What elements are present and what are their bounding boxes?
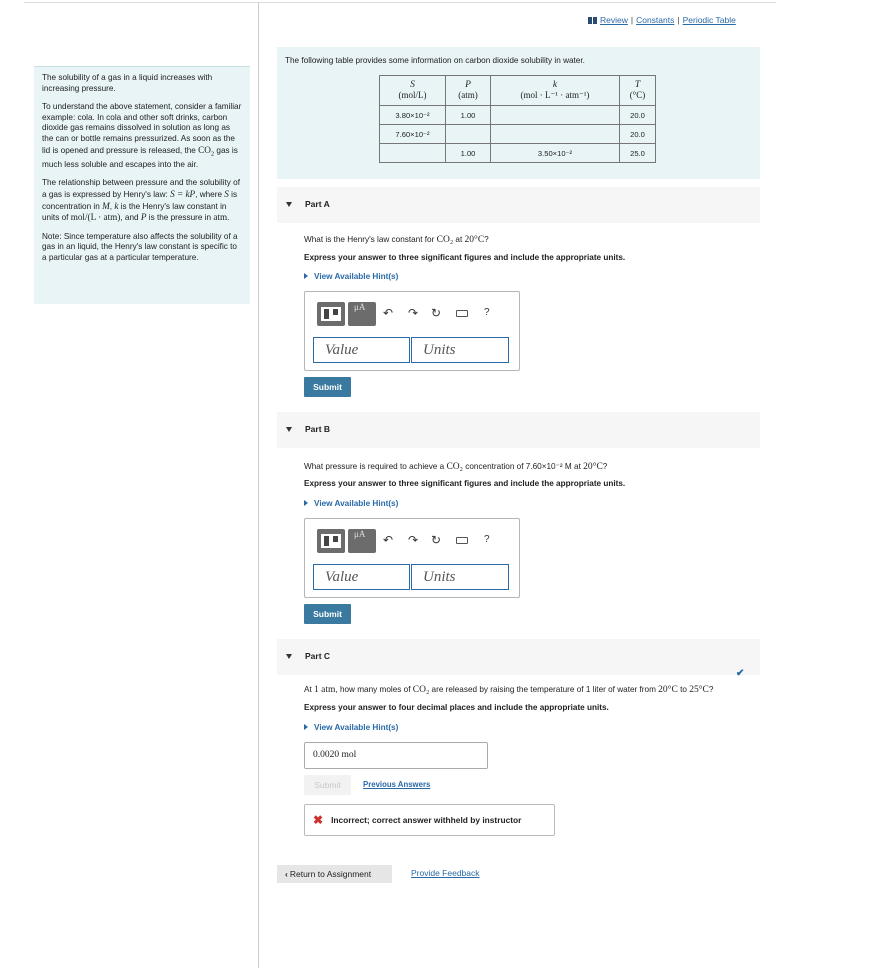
formula: CO₂ bbox=[446, 462, 463, 472]
keyboard-icon[interactable] bbox=[456, 537, 468, 544]
temperature: 20°C bbox=[583, 462, 603, 472]
text: , and bbox=[120, 213, 141, 223]
table-header-row bbox=[380, 76, 656, 106]
text: is the Henry's law constant in units of bbox=[42, 201, 227, 223]
text: ? bbox=[602, 462, 608, 471]
text: at bbox=[453, 235, 465, 244]
part-a-instruction: Express your answer to three significant figures and include the appropriate units. bbox=[304, 253, 626, 262]
collapse-triangle-icon[interactable] bbox=[286, 654, 292, 659]
temperature: 20°C bbox=[658, 685, 678, 695]
formula: CO₂ bbox=[436, 235, 454, 245]
review-link[interactable]: Review bbox=[600, 15, 628, 25]
part-a-answer-editor bbox=[304, 291, 520, 371]
text: , bbox=[109, 201, 115, 211]
text: What is the Henry's law constant for bbox=[304, 235, 437, 244]
feedback-text: Incorrect; correct answer withheld by instructor bbox=[331, 815, 522, 825]
hint-label: View Available Hint(s) bbox=[314, 499, 399, 508]
templates-button[interactable] bbox=[317, 529, 345, 553]
expand-arrow-icon bbox=[304, 273, 308, 279]
sidebar-paragraph-3 bbox=[42, 178, 242, 223]
mu-glyph: μA bbox=[354, 302, 366, 312]
cell: 3.50×10⁻² bbox=[491, 144, 620, 163]
text: is the pressure in bbox=[146, 213, 214, 223]
units-input[interactable]: Units bbox=[411, 337, 509, 363]
header-k bbox=[491, 76, 620, 106]
chevron-left-icon: ‹ bbox=[285, 869, 288, 879]
text: at bbox=[571, 462, 584, 471]
cell bbox=[491, 125, 620, 144]
cell: 25.0 bbox=[620, 144, 656, 163]
sidebar-paragraph-1: The solubility of a gas in a liquid increases with increasing pressure. bbox=[42, 73, 213, 93]
text: gas is much less soluble and escapes into the air. bbox=[42, 145, 238, 169]
text: At bbox=[304, 685, 315, 694]
cell: 1.00 bbox=[446, 106, 491, 125]
intro-sidebar bbox=[34, 67, 250, 304]
incorrect-x-icon: ✖ bbox=[313, 813, 324, 827]
value-input[interactable]: Value bbox=[313, 337, 410, 363]
text: , how many moles of bbox=[335, 685, 413, 694]
unit: (mol · L⁻¹ · atm⁻¹) bbox=[520, 90, 590, 100]
part-b-instruction: Express your answer to three significant figures and include the appropriate units. bbox=[304, 479, 626, 488]
table-intro: The following table provides some information on carbon dioxide solubility in water. bbox=[285, 56, 585, 65]
undo-icon[interactable]: ↶ bbox=[383, 533, 394, 547]
var: P bbox=[140, 212, 147, 223]
expand-arrow-icon bbox=[304, 724, 308, 730]
header-p bbox=[446, 76, 491, 106]
table-row bbox=[380, 144, 656, 163]
value-input[interactable]: Value bbox=[313, 564, 410, 590]
var: k bbox=[552, 80, 558, 90]
cell: 20.0 bbox=[620, 106, 656, 125]
template-icon bbox=[321, 307, 341, 321]
help-icon[interactable]: ? bbox=[484, 307, 490, 318]
formula: CO₂ bbox=[412, 685, 430, 695]
cell bbox=[491, 106, 620, 125]
separator: | bbox=[630, 15, 634, 25]
keyboard-icon[interactable] bbox=[456, 310, 468, 317]
var: S bbox=[224, 188, 229, 199]
book-icon bbox=[588, 17, 597, 24]
part-b-answer-editor bbox=[304, 518, 520, 598]
part-b-question bbox=[304, 461, 607, 472]
cell: 1.00 bbox=[446, 144, 491, 163]
text: ? bbox=[708, 685, 714, 694]
solubility-table bbox=[379, 75, 656, 163]
part-a-question bbox=[304, 235, 489, 245]
unit: (mol/L) bbox=[398, 90, 427, 100]
table-row bbox=[380, 106, 656, 125]
reset-icon[interactable]: ↻ bbox=[431, 533, 442, 547]
part-a-submit-button[interactable]: Submit bbox=[304, 377, 351, 397]
templates-button[interactable] bbox=[317, 302, 345, 326]
part-c-submit-button[interactable]: Submit bbox=[304, 775, 351, 795]
text: is concentration in bbox=[42, 189, 238, 211]
column-divider bbox=[258, 2, 259, 968]
part-c-title: Part C bbox=[305, 651, 331, 661]
part-a-hint-toggle[interactable] bbox=[304, 272, 398, 281]
text: . bbox=[227, 213, 230, 223]
text: What pressure is required to achieve a bbox=[304, 462, 447, 471]
provide-feedback-link[interactable]: Provide Feedback bbox=[411, 868, 480, 878]
text: , where bbox=[195, 189, 225, 199]
text: ? bbox=[484, 235, 489, 244]
cell: 20.0 bbox=[620, 125, 656, 144]
part-c-answer-field[interactable]: 0.0020 mol bbox=[304, 742, 488, 769]
text: to bbox=[677, 685, 690, 694]
part-a-header[interactable] bbox=[277, 187, 760, 223]
var: T bbox=[634, 80, 641, 90]
return-to-assignment-button[interactable] bbox=[277, 865, 392, 883]
part-a-title: Part A bbox=[305, 199, 330, 209]
feedback-message bbox=[304, 804, 555, 836]
unit: (°C) bbox=[629, 90, 646, 100]
part-c-instruction: Express your answer to four decimal places and include the appropriate units. bbox=[304, 703, 609, 712]
return-label: Return to Assignment bbox=[289, 869, 372, 879]
table-row bbox=[380, 125, 656, 144]
sidebar-paragraph-2 bbox=[42, 102, 242, 170]
hint-label: View Available Hint(s) bbox=[314, 272, 399, 281]
collapse-triangle-icon[interactable] bbox=[286, 427, 292, 432]
previous-answers-link[interactable]: Previous Answers bbox=[363, 780, 431, 789]
var: P bbox=[465, 80, 471, 90]
redo-icon[interactable]: ↷ bbox=[408, 533, 419, 547]
unit: (atm) bbox=[458, 90, 478, 100]
collapse-triangle-icon[interactable] bbox=[286, 202, 292, 207]
units-symbol-button[interactable] bbox=[348, 529, 376, 553]
part-c-header[interactable] bbox=[277, 639, 760, 675]
units: atm bbox=[213, 212, 228, 223]
cell bbox=[380, 144, 446, 163]
cell bbox=[446, 125, 491, 144]
undo-icon[interactable]: ↶ bbox=[383, 306, 394, 320]
hint-label: View Available Hint(s) bbox=[314, 723, 399, 732]
cell: 7.60×10⁻² bbox=[380, 125, 446, 144]
checkmark-icon: ✔ bbox=[736, 668, 745, 679]
separator: | bbox=[677, 15, 680, 25]
text: To understand the above statement, consider a familiar example: cola. In cola and other soft drinks, carbon dioxide gas remains dissolved in solution as long as the can or bottle remains pressurized. As soon as the lid is opened and pressure is released, the bbox=[42, 102, 242, 155]
resource-links bbox=[588, 15, 736, 25]
pressure: 1 atm bbox=[314, 685, 336, 695]
var: S bbox=[410, 80, 415, 90]
cell: 3.80×10⁻² bbox=[380, 106, 446, 125]
co2-formula: CO bbox=[198, 144, 211, 155]
template-icon bbox=[321, 534, 341, 548]
part-b-submit-button[interactable]: Submit bbox=[304, 604, 351, 624]
units-symbol-button[interactable] bbox=[348, 302, 376, 326]
var: M bbox=[102, 200, 110, 211]
units-input[interactable]: Units bbox=[411, 564, 509, 590]
part-b-hint-toggle[interactable] bbox=[304, 499, 398, 508]
henry-equation: S = kP bbox=[170, 188, 196, 199]
part-c-hint-toggle[interactable] bbox=[304, 723, 398, 732]
subscript: 2 bbox=[210, 150, 215, 158]
mu-glyph: μA bbox=[354, 529, 366, 539]
temperature: 20°C bbox=[464, 235, 485, 245]
part-b-title: Part B bbox=[305, 424, 331, 434]
sidebar-paragraph-4: Note: Since temperature also affects the solubility of a gas in an liquid, the Henry's law constant is specific to a particular gas at a particular temperature. bbox=[42, 231, 238, 262]
expand-arrow-icon bbox=[304, 500, 308, 506]
constants-link[interactable]: Constants bbox=[636, 15, 675, 25]
periodic-table-link[interactable]: Periodic Table bbox=[682, 15, 736, 25]
temperature: 25°C bbox=[689, 685, 709, 695]
text: The relationship between pressure and the solubility of a gas is expressed by Henry's law: bbox=[42, 178, 240, 199]
header-t bbox=[620, 76, 656, 106]
concentration: 7.60×10⁻² M bbox=[525, 462, 572, 471]
header-s bbox=[380, 76, 446, 106]
top-border bbox=[24, 2, 776, 3]
var: k bbox=[114, 200, 119, 211]
redo-icon[interactable]: ↷ bbox=[408, 306, 419, 320]
part-b-header[interactable] bbox=[277, 412, 760, 448]
help-icon[interactable]: ? bbox=[484, 534, 490, 545]
text: are released by raising the temperature of 1 liter of water from bbox=[429, 685, 659, 694]
text: concentration of bbox=[462, 462, 526, 471]
units: mol/(L · atm) bbox=[70, 212, 121, 223]
reset-icon[interactable]: ↻ bbox=[431, 306, 442, 320]
part-c-question bbox=[304, 685, 713, 695]
